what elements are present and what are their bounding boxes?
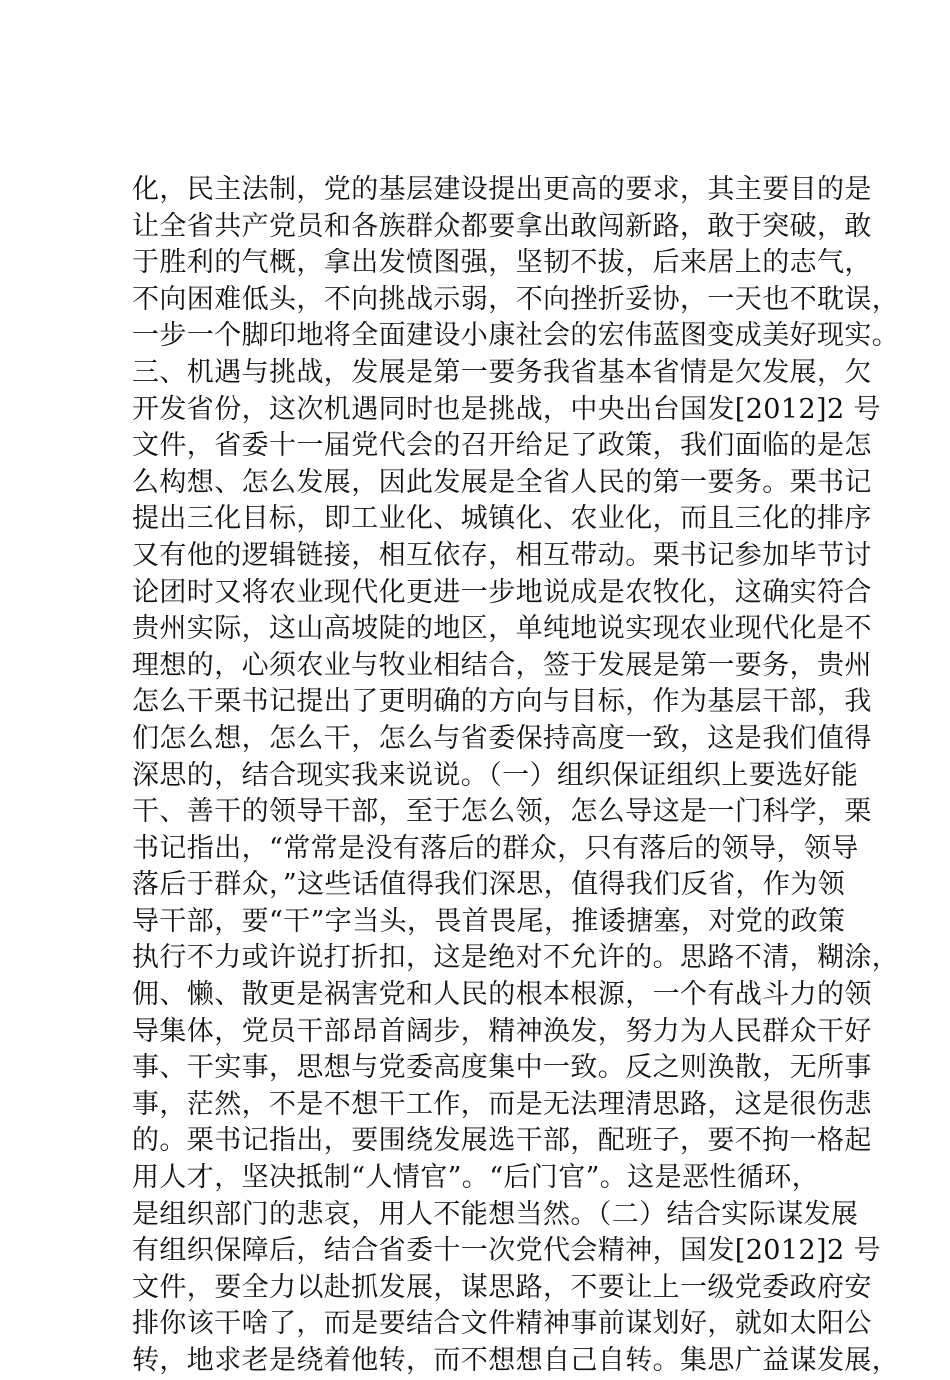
text-line: 佣、懒、散更是祸害党和人民的根本根源，一个有战斗力的领 bbox=[132, 979, 872, 1011]
text-line: 执行不力或许说打折扣，这是绝对不允许的。思路不清，糊涂， bbox=[132, 942, 900, 974]
text-line: 排你该干啥了，而是要结合文件精神事前谋划好，就如太阳公 bbox=[132, 1308, 872, 1340]
text-line: 干、善干的领导干部，至于怎么领，怎么导这是一门科学，栗 bbox=[132, 796, 872, 828]
text-line: 有组织保障后，结合省委十一次党代会精神，国发[2012]2 号 bbox=[132, 1235, 881, 1267]
body-text bbox=[132, 172, 900, 1380]
text-line: 三、机遇与挑战，发展是第一要务我省基本省情是欠发展，欠 bbox=[132, 356, 872, 388]
text-line: 书记指出，“常常是没有落后的群众，只有落后的领导，领导 bbox=[132, 832, 859, 864]
text-line: 又有他的逻辑链接，相互依存，相互带动。栗书记参加毕节讨 bbox=[132, 539, 872, 571]
text-line: 文件，要全力以赴抓发展，谋思路，不要让上一级党委政府安 bbox=[132, 1271, 872, 1303]
text-line: 开发省份，这次机遇同时也是挑战，中央出台国发[2012]2 号 bbox=[132, 393, 881, 425]
text-line: 是组织部门的悲哀，用人不能想当然。（二）结合实际谋发展 bbox=[132, 1198, 859, 1230]
text-line: 贵州实际，这山高坡陡的地区，单纯地说实现农业现代化是不 bbox=[132, 613, 872, 645]
text-line: 文件，省委十一届党代会的召开给足了政策，我们面临的是怎 bbox=[132, 430, 872, 462]
text-line: 导集体，党员干部昂首阔步，精神涣发，努力为人民群众干好 bbox=[132, 1015, 872, 1047]
text-line: 提出三化目标，即工业化、城镇化、农业化，而且三化的排序 bbox=[132, 503, 872, 535]
text-line: 深思的，结合现实我来说说。（一）组织保证组织上要选好能 bbox=[132, 759, 859, 791]
text-line: 怎么干栗书记提出了更明确的方向与目标，作为基层干部，我 bbox=[132, 686, 872, 718]
text-line: 落后于群众，”这些话值得我们深思，值得我们反省，作为领 bbox=[132, 869, 846, 901]
text-line: 化，民主法制，党的基层建设提出更高的要求，其主要目的是 bbox=[132, 174, 872, 205]
text-line: 导干部，要“干”字当头，畏首畏尾，推诿搪塞，对党的政策 bbox=[132, 905, 846, 937]
text-line: 论团时又将农业现代化更进一步地说成是农牧化，这确实符合 bbox=[132, 576, 872, 608]
text-line: 事，茫然，不是不想干工作，而是无法理清思路，这是很伤悲 bbox=[132, 1088, 872, 1120]
text-line: 理想的，心须农业与牧业相结合，签于发展是第一要务，贵州 bbox=[132, 649, 872, 681]
text-line: 让全省共产党员和各族群众都要拿出敢闯新路，敢于突破，敢 bbox=[132, 210, 872, 242]
text-line: 用人才，坚决抵制“人情官”。“后门官”。这是恶性循环， bbox=[132, 1162, 820, 1194]
text-line: 一步一个脚印地将全面建设小康社会的宏伟蓝图变成美好现实。 bbox=[132, 320, 900, 352]
text-line: 们怎么想，怎么干，怎么与省委保持高度一致，这是我们值得 bbox=[132, 722, 872, 754]
text-line: 于胜利的气概，拿出发愤图强，坚韧不拔，后来居上的志气， bbox=[132, 247, 872, 279]
text-line: 的。栗书记指出，要围绕发展选干部，配班子，要不拘一格起 bbox=[132, 1125, 872, 1157]
text-line: 转，地求老是绕着他转，而不想想自己自转。集思广益谋发展， bbox=[132, 1345, 900, 1376]
text-line: 么构想、怎么发展，因此发展是全省人民的第一要务。栗书记 bbox=[132, 466, 872, 498]
text-line: 事、干实事，思想与党委高度集中一致。反之则涣散，无所事 bbox=[132, 1052, 872, 1084]
text-line: 不向困难低头，不向挑战示弱，不向挫折妥协，一天也不耽误， bbox=[132, 283, 900, 315]
